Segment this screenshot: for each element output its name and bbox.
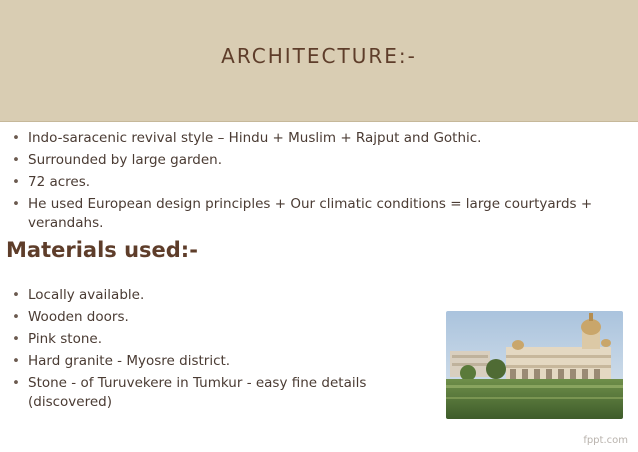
- list-item: • 72 acres.: [10, 173, 610, 192]
- footer-brand: fppt.com: [583, 435, 628, 446]
- list-item: • Surrounded by large garden.: [10, 151, 610, 170]
- materials-list: [10, 286, 450, 415]
- list-item: • Stone - of Turuvekere in Tumkur - easy fine details (discovered): [10, 374, 450, 412]
- list-item: • Indo-saracenic revival style – Hindu + Muslim + Rajput and Gothic.: [10, 129, 610, 148]
- architecture-list: [10, 129, 610, 236]
- palace-illustration: [446, 311, 623, 419]
- title-banner: [0, 0, 638, 122]
- materials-heading: Materials used:-: [6, 238, 198, 262]
- list-item: • Wooden doors.: [10, 308, 450, 327]
- palace-photo: [446, 311, 623, 419]
- list-item: • Locally available.: [10, 286, 450, 305]
- list-item: • Pink stone.: [10, 330, 450, 349]
- list-item: • He used European design principles + Our climatic conditions = large courtyards + verandahs.: [10, 195, 610, 233]
- list-item: • Hard granite - Myosre district.: [10, 352, 450, 371]
- slide-title: ARCHITECTURE:-: [221, 44, 417, 68]
